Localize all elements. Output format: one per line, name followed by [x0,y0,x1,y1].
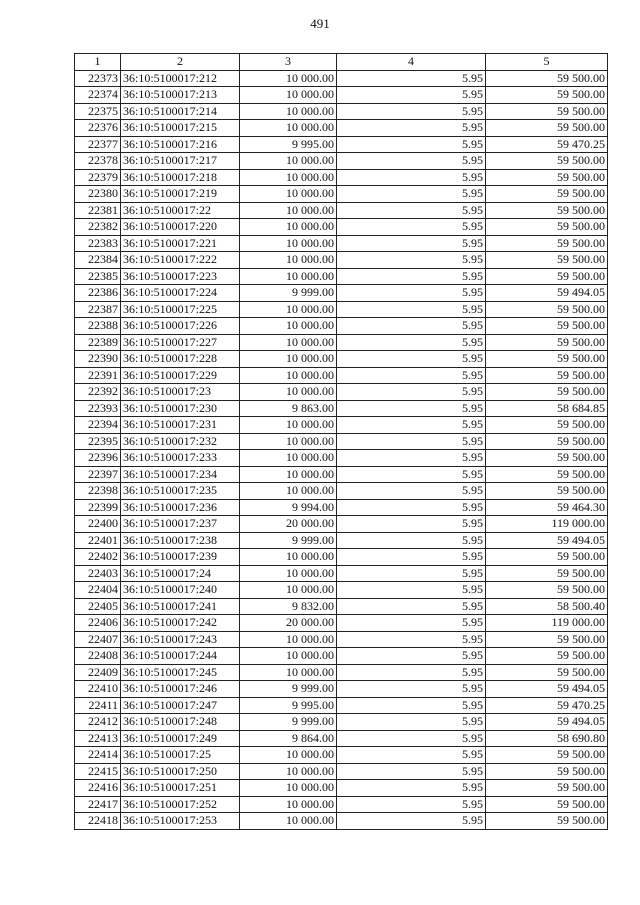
area-value-cell: 10 000.00 [240,582,337,599]
table-row [75,136,608,153]
area-value-cell: 9 995.00 [240,136,337,153]
row-index-cell: 22376 [75,120,121,137]
area-value-cell: 10 000.00 [240,417,337,434]
table-row [75,400,608,417]
area-value-cell: 10 000.00 [240,648,337,665]
amount-value-cell: 59 500.00 [486,186,608,203]
row-index-cell: 22415 [75,763,121,780]
amount-value-cell: 59 464.30 [486,499,608,516]
cadastral-number-cell: 36:10:5100017:232 [121,433,240,450]
amount-value-cell: 59 500.00 [486,367,608,384]
area-value-cell: 10 000.00 [240,813,337,830]
row-index-cell: 22396 [75,450,121,467]
rate-value-cell: 5.95 [337,582,486,599]
table-row [75,285,608,302]
cadastral-number-cell: 36:10:5100017:240 [121,582,240,599]
row-index-cell: 22389 [75,334,121,351]
row-index-cell: 22414 [75,747,121,764]
row-index-cell: 22404 [75,582,121,599]
area-value-cell: 10 000.00 [240,301,337,318]
area-value-cell: 10 000.00 [240,219,337,236]
row-index-cell: 22407 [75,631,121,648]
table-row [75,153,608,170]
rate-value-cell: 5.95 [337,252,486,269]
area-value-cell: 10 000.00 [240,549,337,566]
row-index-cell: 22383 [75,235,121,252]
area-value-cell: 10 000.00 [240,384,337,401]
cadastral-number-cell: 36:10:5100017:239 [121,549,240,566]
rate-value-cell: 5.95 [337,631,486,648]
row-index-cell: 22385 [75,268,121,285]
area-value-cell: 9 863.00 [240,400,337,417]
area-value-cell: 9 999.00 [240,714,337,731]
rate-value-cell: 5.95 [337,301,486,318]
area-value-cell: 10 000.00 [240,120,337,137]
amount-value-cell: 59 500.00 [486,219,608,236]
table-row [75,433,608,450]
amount-value-cell: 59 500.00 [486,796,608,813]
rate-value-cell: 5.95 [337,103,486,120]
area-value-cell: 10 000.00 [240,433,337,450]
table-row [75,582,608,599]
cadastral-number-cell: 36:10:5100017:214 [121,103,240,120]
rate-value-cell: 5.95 [337,697,486,714]
rate-value-cell: 5.95 [337,367,486,384]
cadastral-number-cell: 36:10:5100017:235 [121,483,240,500]
rate-value-cell: 5.95 [337,499,486,516]
row-index-cell: 22399 [75,499,121,516]
area-value-cell: 10 000.00 [240,631,337,648]
row-index-cell: 22375 [75,103,121,120]
cadastral-number-cell: 36:10:5100017:219 [121,186,240,203]
amount-value-cell: 59 494.05 [486,714,608,731]
amount-value-cell: 59 500.00 [486,648,608,665]
cadastral-number-cell: 36:10:5100017:228 [121,351,240,368]
amount-value-cell: 59 494.05 [486,532,608,549]
table-row [75,532,608,549]
area-value-cell: 10 000.00 [240,664,337,681]
rate-value-cell: 5.95 [337,351,486,368]
amount-value-cell: 59 500.00 [486,268,608,285]
table-row [75,318,608,335]
cadastral-number-cell: 36:10:5100017:216 [121,136,240,153]
table-row [75,565,608,582]
area-value-cell: 10 000.00 [240,318,337,335]
row-index-cell: 22395 [75,433,121,450]
cadastral-number-cell: 36:10:5100017:215 [121,120,240,137]
amount-value-cell: 59 500.00 [486,664,608,681]
row-index-cell: 22412 [75,714,121,731]
row-index-cell: 22406 [75,615,121,632]
cadastral-number-cell: 36:10:5100017:220 [121,219,240,236]
row-index-cell: 22392 [75,384,121,401]
area-value-cell: 10 000.00 [240,169,337,186]
column-header-2: 2 [121,54,240,71]
row-index-cell: 22402 [75,549,121,566]
table-row [75,169,608,186]
cadastral-number-cell: 36:10:5100017:222 [121,252,240,269]
row-index-cell: 22391 [75,367,121,384]
row-index-cell: 22416 [75,780,121,797]
table-row [75,186,608,203]
cadastral-number-cell: 36:10:5100017:244 [121,648,240,665]
amount-value-cell: 59 500.00 [486,763,608,780]
amount-value-cell: 59 500.00 [486,631,608,648]
amount-value-cell: 59 470.25 [486,697,608,714]
area-value-cell: 10 000.00 [240,780,337,797]
cadastral-number-cell: 36:10:5100017:229 [121,367,240,384]
row-index-cell: 22403 [75,565,121,582]
table-row [75,120,608,137]
rate-value-cell: 5.95 [337,516,486,533]
area-value-cell: 10 000.00 [240,367,337,384]
table-row [75,268,608,285]
cadastral-number-cell: 36:10:5100017:217 [121,153,240,170]
rate-value-cell: 5.95 [337,70,486,87]
amount-value-cell: 59 500.00 [486,384,608,401]
table-row [75,780,608,797]
area-value-cell: 10 000.00 [240,268,337,285]
rate-value-cell: 5.95 [337,120,486,137]
area-value-cell: 10 000.00 [240,796,337,813]
amount-value-cell: 59 500.00 [486,417,608,434]
row-index-cell: 22378 [75,153,121,170]
column-header-3: 3 [240,54,337,71]
area-value-cell: 10 000.00 [240,334,337,351]
table-row [75,202,608,219]
rate-value-cell: 5.95 [337,219,486,236]
column-header-4: 4 [337,54,486,71]
area-value-cell: 9 832.00 [240,598,337,615]
rate-value-cell: 5.95 [337,268,486,285]
area-value-cell: 10 000.00 [240,87,337,104]
cadastral-number-cell: 36:10:5100017:251 [121,780,240,797]
area-value-cell: 20 000.00 [240,615,337,632]
amount-value-cell: 59 500.00 [486,780,608,797]
row-index-cell: 22387 [75,301,121,318]
rate-value-cell: 5.95 [337,780,486,797]
table-row [75,351,608,368]
row-index-cell: 22379 [75,169,121,186]
area-value-cell: 10 000.00 [240,153,337,170]
table-body [75,70,608,829]
table-row [75,697,608,714]
rate-value-cell: 5.95 [337,384,486,401]
table-row [75,103,608,120]
cadastral-number-cell: 36:10:5100017:252 [121,796,240,813]
table-row [75,648,608,665]
area-value-cell: 10 000.00 [240,202,337,219]
table-row [75,87,608,104]
amount-value-cell: 59 500.00 [486,318,608,335]
cadastral-number-cell: 36:10:5100017:248 [121,714,240,731]
cadastral-number-cell: 36:10:5100017:249 [121,730,240,747]
rate-value-cell: 5.95 [337,532,486,549]
table-row [75,384,608,401]
row-index-cell: 22381 [75,202,121,219]
cadastral-number-cell: 36:10:5100017:212 [121,70,240,87]
table-row [75,813,608,830]
table-row [75,483,608,500]
amount-value-cell: 59 500.00 [486,565,608,582]
table-row [75,516,608,533]
rate-value-cell: 5.95 [337,334,486,351]
cadastral-number-cell: 36:10:5100017:234 [121,466,240,483]
rate-value-cell: 5.95 [337,400,486,417]
cadastral-number-cell: 36:10:5100017:243 [121,631,240,648]
table-row [75,730,608,747]
rate-value-cell: 5.95 [337,318,486,335]
amount-value-cell: 59 500.00 [486,549,608,566]
amount-value-cell: 59 500.00 [486,301,608,318]
amount-value-cell: 59 500.00 [486,153,608,170]
rate-value-cell: 5.95 [337,681,486,698]
table-row [75,334,608,351]
row-index-cell: 22390 [75,351,121,368]
amount-value-cell: 119 000.00 [486,615,608,632]
row-index-cell: 22405 [75,598,121,615]
amount-value-cell: 59 470.25 [486,136,608,153]
cadastral-number-cell: 36:10:5100017:238 [121,532,240,549]
area-value-cell: 10 000.00 [240,252,337,269]
rate-value-cell: 5.95 [337,87,486,104]
amount-value-cell: 58 684.85 [486,400,608,417]
table-row [75,615,608,632]
table-row [75,714,608,731]
table-row [75,252,608,269]
header-row [75,54,608,71]
cadastral-number-cell: 36:10:5100017:23 [121,384,240,401]
cadastral-number-cell: 36:10:5100017:221 [121,235,240,252]
rate-value-cell: 5.95 [337,796,486,813]
cadastral-number-cell: 36:10:5100017:224 [121,285,240,302]
row-index-cell: 22386 [75,285,121,302]
row-index-cell: 22374 [75,87,121,104]
table-row [75,417,608,434]
cadastral-number-cell: 36:10:5100017:241 [121,598,240,615]
table-row [75,763,608,780]
table-row [75,450,608,467]
row-index-cell: 22410 [75,681,121,698]
cadastral-number-cell: 36:10:5100017:226 [121,318,240,335]
cadastral-number-cell: 36:10:5100017:22 [121,202,240,219]
table-row [75,796,608,813]
amount-value-cell: 59 500.00 [486,351,608,368]
amount-value-cell: 59 500.00 [486,582,608,599]
row-index-cell: 22394 [75,417,121,434]
table-row [75,631,608,648]
row-index-cell: 22393 [75,400,121,417]
table-row [75,466,608,483]
rate-value-cell: 5.95 [337,664,486,681]
row-index-cell: 22398 [75,483,121,500]
amount-value-cell: 59 500.00 [486,252,608,269]
cadastral-number-cell: 36:10:5100017:253 [121,813,240,830]
register-table [74,53,608,830]
area-value-cell: 10 000.00 [240,747,337,764]
cadastral-number-cell: 36:10:5100017:237 [121,516,240,533]
row-index-cell: 22388 [75,318,121,335]
table-row [75,70,608,87]
rate-value-cell: 5.95 [337,714,486,731]
area-value-cell: 10 000.00 [240,103,337,120]
amount-value-cell: 58 690.80 [486,730,608,747]
table-row [75,747,608,764]
cadastral-number-cell: 36:10:5100017:225 [121,301,240,318]
rate-value-cell: 5.95 [337,433,486,450]
table-row [75,219,608,236]
row-index-cell: 22408 [75,648,121,665]
rate-value-cell: 5.95 [337,417,486,434]
rate-value-cell: 5.95 [337,169,486,186]
area-value-cell: 10 000.00 [240,763,337,780]
cadastral-number-cell: 36:10:5100017:231 [121,417,240,434]
table-row [75,301,608,318]
rate-value-cell: 5.95 [337,598,486,615]
row-index-cell: 22382 [75,219,121,236]
cadastral-number-cell: 36:10:5100017:250 [121,763,240,780]
rate-value-cell: 5.95 [337,466,486,483]
amount-value-cell: 59 500.00 [486,450,608,467]
rate-value-cell: 5.95 [337,136,486,153]
amount-value-cell: 59 500.00 [486,202,608,219]
amount-value-cell: 59 500.00 [486,87,608,104]
row-index-cell: 22409 [75,664,121,681]
amount-value-cell: 59 494.05 [486,681,608,698]
amount-value-cell: 59 500.00 [486,483,608,500]
row-index-cell: 22418 [75,813,121,830]
area-value-cell: 10 000.00 [240,565,337,582]
area-value-cell: 10 000.00 [240,235,337,252]
cadastral-number-cell: 36:10:5100017:247 [121,697,240,714]
rate-value-cell: 5.95 [337,747,486,764]
rate-value-cell: 5.95 [337,549,486,566]
row-index-cell: 22411 [75,697,121,714]
area-value-cell: 9 994.00 [240,499,337,516]
table-row [75,664,608,681]
rate-value-cell: 5.95 [337,730,486,747]
rate-value-cell: 5.95 [337,285,486,302]
amount-value-cell: 59 500.00 [486,334,608,351]
area-value-cell: 10 000.00 [240,466,337,483]
area-value-cell: 9 999.00 [240,681,337,698]
amount-value-cell: 59 500.00 [486,235,608,252]
column-header-5: 5 [486,54,608,71]
amount-value-cell: 59 500.00 [486,70,608,87]
amount-value-cell: 59 500.00 [486,169,608,186]
amount-value-cell: 59 500.00 [486,813,608,830]
area-value-cell: 10 000.00 [240,186,337,203]
amount-value-cell: 59 500.00 [486,466,608,483]
table-row [75,549,608,566]
rate-value-cell: 5.95 [337,615,486,632]
table-row [75,681,608,698]
area-value-cell: 10 000.00 [240,450,337,467]
row-index-cell: 22397 [75,466,121,483]
cadastral-number-cell: 36:10:5100017:233 [121,450,240,467]
cadastral-number-cell: 36:10:5100017:218 [121,169,240,186]
cadastral-number-cell: 36:10:5100017:236 [121,499,240,516]
amount-value-cell: 119 000.00 [486,516,608,533]
amount-value-cell: 58 500.40 [486,598,608,615]
amount-value-cell: 59 500.00 [486,433,608,450]
rate-value-cell: 5.95 [337,202,486,219]
rate-value-cell: 5.95 [337,813,486,830]
table-row [75,499,608,516]
rate-value-cell: 5.95 [337,186,486,203]
rate-value-cell: 5.95 [337,235,486,252]
page-number: 491 [310,16,330,31]
rate-value-cell: 5.95 [337,565,486,582]
area-value-cell: 10 000.00 [240,351,337,368]
rate-value-cell: 5.95 [337,153,486,170]
area-value-cell: 10 000.00 [240,483,337,500]
cadastral-number-cell: 36:10:5100017:230 [121,400,240,417]
rate-value-cell: 5.95 [337,450,486,467]
rate-value-cell: 5.95 [337,763,486,780]
amount-value-cell: 59 494.05 [486,285,608,302]
amount-value-cell: 59 500.00 [486,747,608,764]
area-value-cell: 10 000.00 [240,70,337,87]
row-index-cell: 22373 [75,70,121,87]
amount-value-cell: 59 500.00 [486,103,608,120]
table-row [75,235,608,252]
column-header-1: 1 [75,54,121,71]
area-value-cell: 9 995.00 [240,697,337,714]
row-index-cell: 22384 [75,252,121,269]
row-index-cell: 22400 [75,516,121,533]
row-index-cell: 22413 [75,730,121,747]
cadastral-number-cell: 36:10:5100017:24 [121,565,240,582]
table-row [75,367,608,384]
row-index-cell: 22380 [75,186,121,203]
row-index-cell: 22401 [75,532,121,549]
row-index-cell: 22377 [75,136,121,153]
area-value-cell: 20 000.00 [240,516,337,533]
amount-value-cell: 59 500.00 [486,120,608,137]
rate-value-cell: 5.95 [337,648,486,665]
area-value-cell: 9 999.00 [240,532,337,549]
cadastral-number-cell: 36:10:5100017:25 [121,747,240,764]
area-value-cell: 9 999.00 [240,285,337,302]
row-index-cell: 22417 [75,796,121,813]
cadastral-number-cell: 36:10:5100017:213 [121,87,240,104]
area-value-cell: 9 864.00 [240,730,337,747]
rate-value-cell: 5.95 [337,483,486,500]
cadastral-number-cell: 36:10:5100017:246 [121,681,240,698]
table-row [75,598,608,615]
cadastral-number-cell: 36:10:5100017:245 [121,664,240,681]
cadastral-number-cell: 36:10:5100017:223 [121,268,240,285]
cadastral-number-cell: 36:10:5100017:227 [121,334,240,351]
cadastral-number-cell: 36:10:5100017:242 [121,615,240,632]
